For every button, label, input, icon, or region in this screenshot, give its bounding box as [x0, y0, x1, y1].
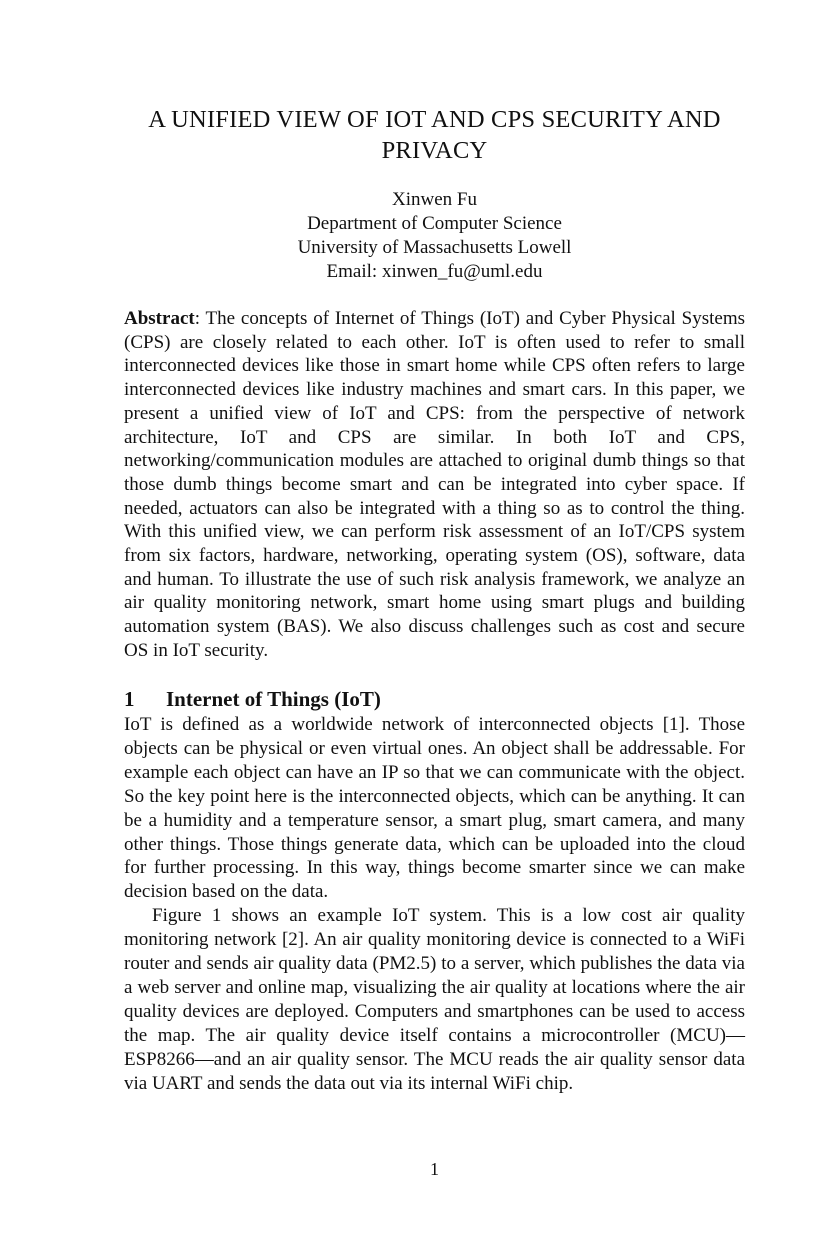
author-department: Department of Computer Science: [307, 213, 562, 234]
section-title: Internet of Things (IoT): [166, 687, 381, 711]
author-block: [124, 188, 745, 284]
abstract-text: : The concepts of Internet of Things (IoT) and Cyber Physical Systems (CPS) are closely related to each other. IoT is often used to refer to small interconnected devices like those in smart home while CPS often refers to large interconnected devices like industry machines and smart cars. In this paper, we present a unified view of IoT and CPS: from the perspective of network architecture, IoT and CPS are similar. In both IoT and CPS, networking/communication modules are attached to original dumb things so that those dumb things become smart and can be integrated into cyber space. If needed, actuators can also be integrated with a thing so as to control the thing. With this unified view, we can perform risk assessment of an IoT/CPS system from six factors, hardware, networking, operating system (OS), software, data and human. To illustrate the use of such risk analysis framework, we analyze an air quality monitoring network, smart home using smart plugs and building automation system (BAS). We also discuss challenges such as cost and secure OS in IoT security.: [124, 308, 745, 661]
paper-title: A UNIFIED VIEW OF IOT AND CPS SECURITY AND PRIVACY: [148, 106, 721, 164]
body-paragraph: IoT is defined as a worldwide network of interconnected objects [1]. Those objects can be physical or even virtual ones. An object shall be addressable. For example each object can have an IP so that we can communicate with the object. So the key point here is the interconnected objects, which can be anything. It can be a humidity and a temperature sensor, a smart plug, smart camera, and many other things. Those things generate data, which can be uploaded into the cloud for further processing. In this way, things become smarter since we can make decision based on the data.: [124, 714, 745, 903]
abstract-label: Abstract: [124, 308, 195, 329]
abstract: [124, 307, 745, 663]
author-name: Xinwen Fu: [392, 189, 477, 210]
section-body: [124, 713, 745, 1096]
section-number: 1: [124, 687, 135, 711]
section-heading: [124, 686, 745, 712]
author-institution: University of Massachusetts Lowell: [297, 237, 572, 258]
author-email: Email: xinwen_fu@uml.edu: [326, 261, 543, 282]
page-number: 1: [430, 1159, 439, 1179]
body-paragraph: Figure 1 shows an example IoT system. This is a low cost air quality monitoring network [2]. An air quality monitoring device is connected to a WiFi router and sends air quality data (PM2.5) to a server, which publishes the data via a web server and online map, visualizing the air quality at locations where the air quality devices are deployed. Computers and smartphones can be used to access the map. The air quality device itself contains a microcontroller (MCU)—ESP8266—and an air quality sensor. The MCU reads the air quality sensor data via UART and sends the data out via its internal WiFi chip.: [124, 905, 745, 1094]
